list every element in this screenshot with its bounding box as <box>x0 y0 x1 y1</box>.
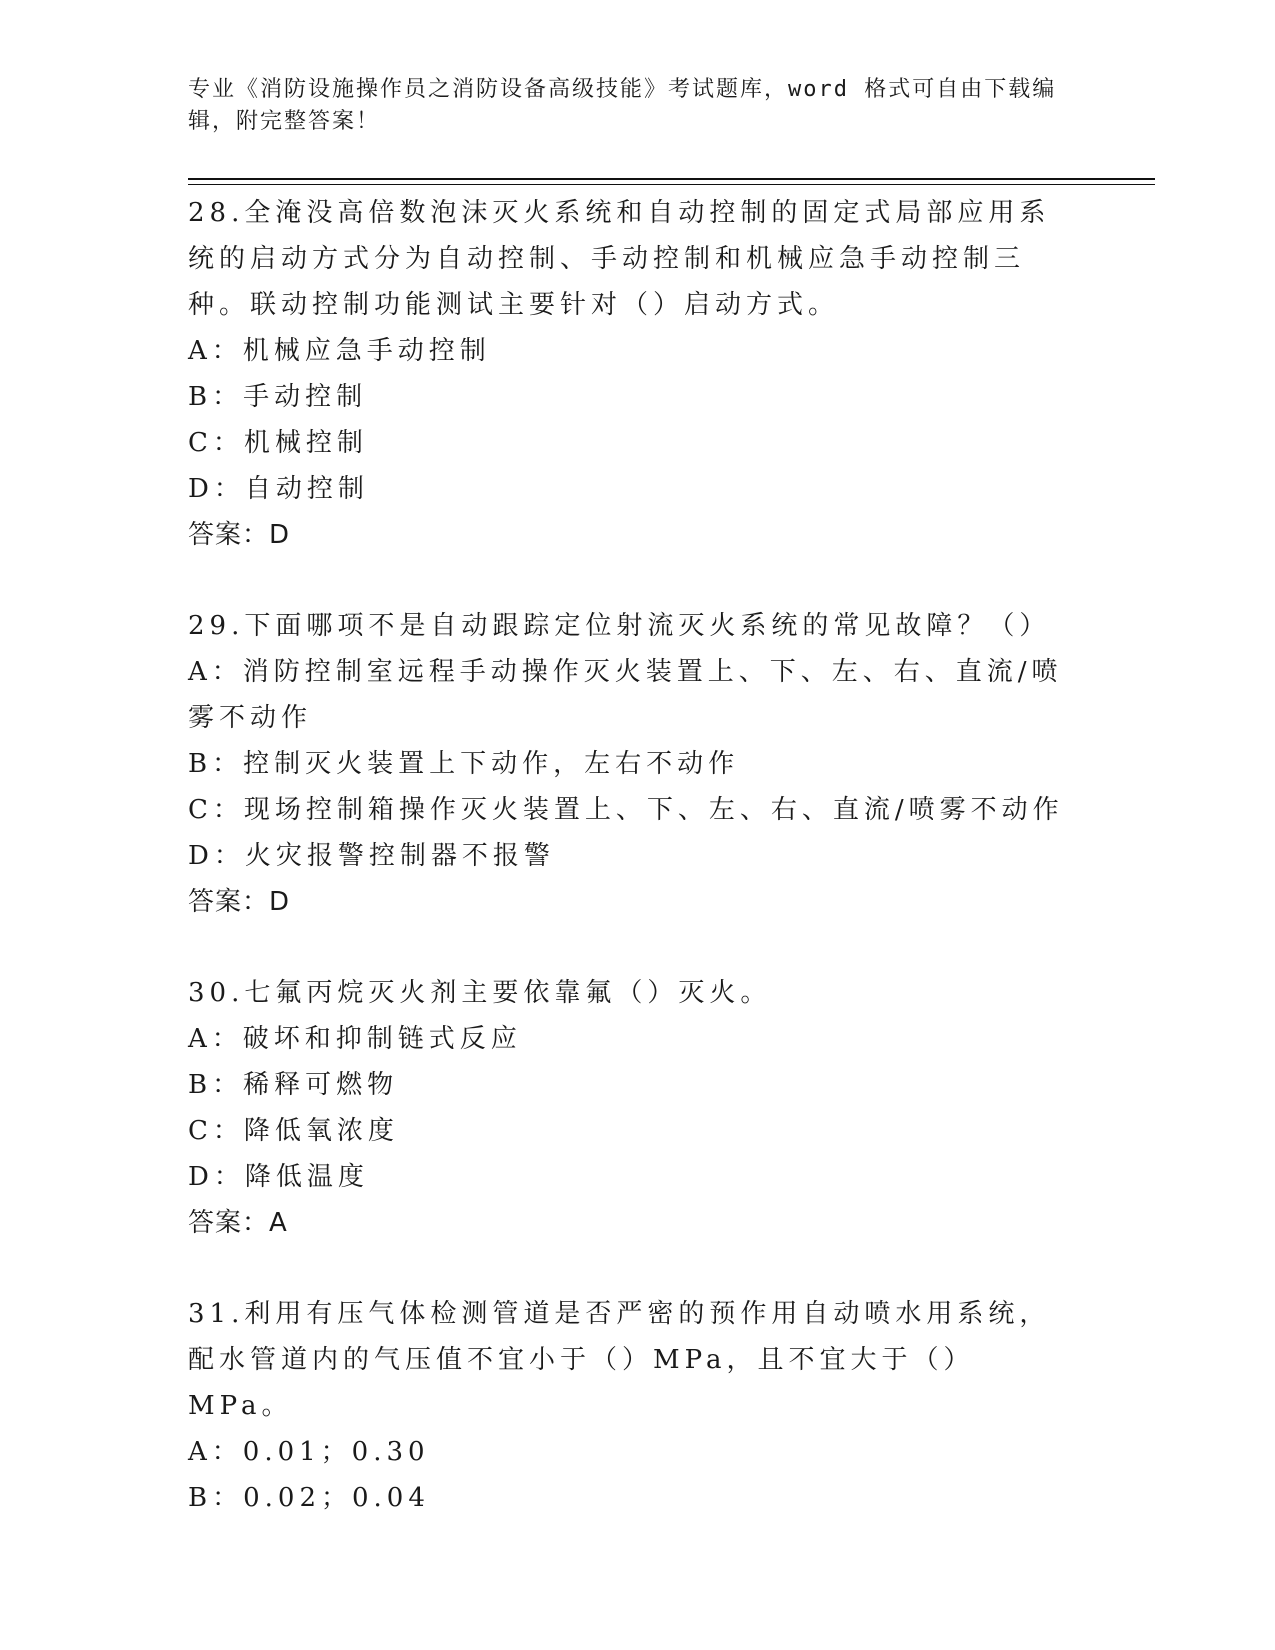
option-a: A：破坏和抑制链式反应 <box>188 1024 522 1054</box>
question-29 <box>188 603 1088 925</box>
header-divider-thin <box>188 184 1155 185</box>
option-d: D：火灾报警控制器不报警 <box>188 841 555 871</box>
question-28 <box>188 190 1088 558</box>
option-b: B：稀释可燃物 <box>188 1070 399 1100</box>
answer-label: 答案：A <box>188 1208 288 1238</box>
option-b: B：0.02；0.04 <box>188 1483 430 1513</box>
option-c: C：现场控制箱操作灭火装置上、下、左、右、直流/喷雾不动作 <box>188 795 1064 825</box>
question-spacer <box>188 558 1088 603</box>
answer-label: 答案：D <box>188 887 291 917</box>
option-a: A：机械应急手动控制 <box>188 336 491 366</box>
question-stem: 29.下面哪项不是自动跟踪定位射流灭火系统的常见故障？（） <box>188 611 1051 641</box>
answer-label: 答案：D <box>188 520 291 550</box>
option-d: D：降低温度 <box>188 1162 369 1192</box>
question-list <box>188 190 1088 1521</box>
question-stem: 28.全淹没高倍数泡沫灭火系统和自动控制的固定式局部应用系统的启动方式分为自动控制、手动控制和机械应急手动控制三种。联动控制功能测试主要针对（）启动方式。 <box>188 198 1051 320</box>
question-spacer <box>188 1246 1088 1291</box>
question-spacer <box>188 925 1088 970</box>
question-31 <box>188 1291 1088 1521</box>
question-stem: 30.七氟丙烷灭火剂主要依靠氟（）灭火。 <box>188 978 772 1008</box>
question-30 <box>188 970 1088 1246</box>
question-stem: 31.利用有压气体检测管道是否严密的预作用自动喷水用系统，配水管道内的气压值不宜小于（）MPa，且不宜大于（）MPa。 <box>188 1299 1051 1421</box>
option-a: A：消防控制室远程手动操作灭火装置上、下、左、右、直流/喷雾不动作 <box>188 657 1063 733</box>
document-header: 专业《消防设施操作员之消防设备高级技能》考试题库，word 格式可自由下载编辑，附完整答案！ <box>188 77 1057 134</box>
header-divider-thick <box>188 178 1155 180</box>
option-c: C：降低氧浓度 <box>188 1116 399 1146</box>
option-a: A：0.01；0.30 <box>188 1437 430 1467</box>
option-b: B：控制灭火装置上下动作，左右不动作 <box>188 749 740 779</box>
option-b: B：手动控制 <box>188 382 368 412</box>
option-c: C：机械控制 <box>188 428 368 458</box>
option-d: D：自动控制 <box>188 474 369 504</box>
